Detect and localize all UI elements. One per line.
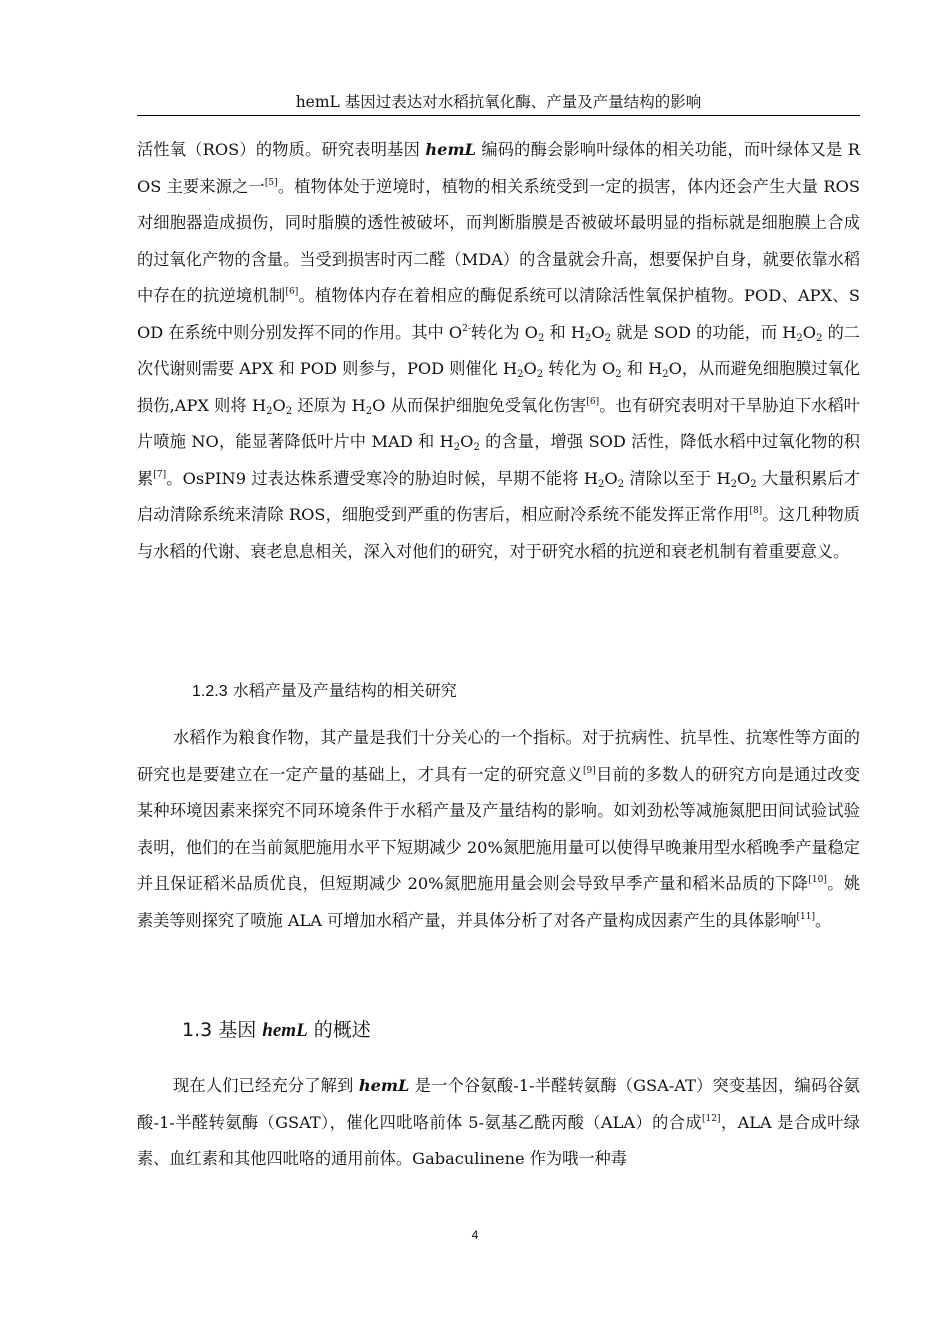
paragraph-antioxidant: 活性氧（ROS）的物质。研究表明基因 hemL 编码的酶会影响叶绿体的相关功能，而叶绿体又是 ROS 主要来源之一[5]。植物体处于逆境时，植物的相关系统受到一定的损害，体内还会产生大量 ROS 对细胞器造成损伤，同时脂膜的透性被破坏，而判断脂膜是否被破坏最明显的指标就是细胞膜上合成的过氧化产物的含量。当受到损害时丙二醛（MDA）的含量就会升高，想要保护自身，就要依靠水稻中存在的抗逆境机制[6]。植物体内存在着相应的酶促系统可以清除活性氧保护植物。POD、APX、SOD 在系统中则分别发挥不同的作用。其中 $O^{2-}$转化为 $O_2$ 和 $H_2O_2$ 就是 SOD 的功能，而 $H_2O_2$ 的二次代谢则需要 APX 和 POD 则参与，POD 则催化 $H_2O_2$ 转化为 $O_2$ 和 $H_2O$，从而避免细胞膜过氧化损伤,APX 则将 $H_2O_2$ 还原为 $H_2O$ 从而保护细胞免受氧化伤害[6]。也有研究表明对干旱胁迫下水稻叶片喷施 NO，能显著降低叶片中 MAD 和 $H_2O_2$ 的含量，增强 SOD 活性，降低水稻中过氧化物的积累[7]。OsPIN9 过表达株系遭受寒冷的胁迫时候，早期不能将 $H_2O_2$ 清除以至于 $H_2O_2$ 大量积累后才启动清除系统来清除 ROS，细胞受到严重的伤害后，相应耐冷系统不能发挥正常作用[8]。这几种物质与水稻的代谢、衰老息息相关，深入对他们的研究，对于研究水稻的抗逆和衰老机制有着重要意义。: [137, 140, 860, 561]
section-heading-1-2-3: 1.2.3 水稻产量及产量结构的相关研究: [192, 681, 457, 700]
running-header: hemL 基因过表达对水稻抗氧化酶、产量及产量结构的影响: [295, 93, 702, 111]
citation: [8]: [749, 506, 763, 516]
citation: [6]: [586, 396, 600, 407]
citation: [11]: [796, 911, 816, 922]
citation: [10]: [808, 875, 827, 885]
citation: [12]: [702, 1113, 721, 1124]
page-number: 4: [471, 1228, 479, 1242]
citation: [5]: [264, 177, 278, 188]
section-heading-1-3: 1.3 基因 hemL 的概述: [182, 1019, 371, 1041]
citation: [6]: [285, 287, 299, 297]
citation: [7]: [153, 469, 167, 480]
header-rule: [137, 115, 860, 116]
paragraph-yield: 水稻作为粮食作物，其产量是我们十分关心的一个指标。对于抗病性、抗旱性、抗寒性等方面的研究也是要建立在一定产量的基础上，才具有一定的研究意义[9]目前的多数人的研究方向是通过改变某种环境因素来探究不同环境条件于水稻产量及产量结构的影响。如刘劲松等减施氮肥田间试验试验表明，他们的在当前氮肥施用水平下短期减少 20%氮肥施用量可以使得早晚兼用型水稻晚季产量稳定并且保证稻米品质优良，但短期减少 20%氮肥施用量会则会导致早季产量和稻米品质的下降[10]。姚素美等则探究了喷施 ALA 可增加水稻产量，并具体分析了对各产量构成因素产生的具体影响[11]。: [137, 728, 861, 930]
citation: [9]: [582, 765, 596, 776]
paragraph-heml-overview: 现在人们已经充分了解到 hemL 是一个谷氨酸-1-半醛转氨酶（GSA-AT）突变基因，编码谷氨酸-1-半醛转氨酶（GSAT），催化四吡咯前体 5-氨基乙酰丙酸（ALA）的合成[12]，ALA 是合成叶绿素、血红素和其他四吡咯的通用前体。Gabaculinene 作为哦一种毒: [137, 1076, 860, 1168]
